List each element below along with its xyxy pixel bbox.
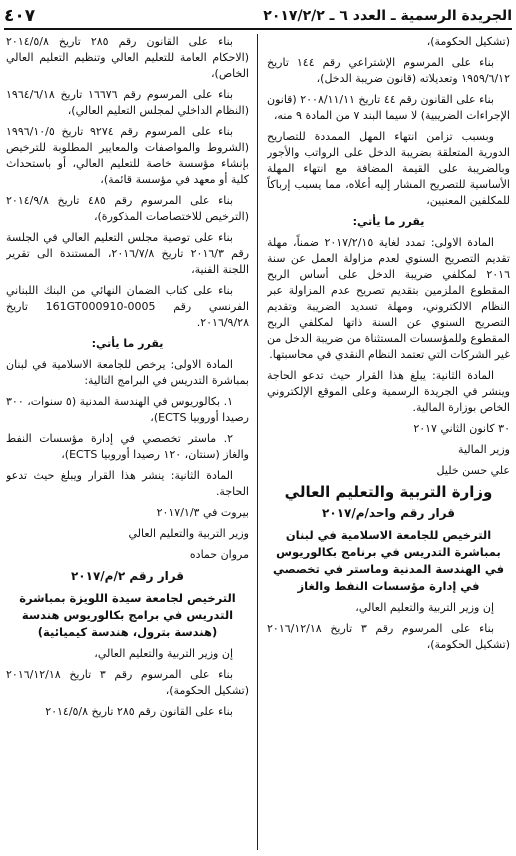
paragraph: المادة الاولى: يرخص للجامعة الاسلامية في لبنان بمباشرة التدريس في البرامج التالية: (6, 358, 249, 387)
paragraph: بناء على توصية مجلس التعليم العالي في الجلسة رقم ٢٠١٦/٣ تاريخ ٢٠١٦/٧/٨، المستندة الى تقرير اللجنة الفنية، (6, 231, 249, 276)
paragraph: (تشكيل الحكومة)، (426, 35, 510, 48)
decision-title: قرار رقم ٢/م/٢٠١٧ (70, 569, 185, 583)
paragraph: بناء على المرسوم رقم ١٦٦٧٦ تاريخ ١٩٦٤/٦/١٨ (النظام الداخلي لمجلس التعليم العالي)، (6, 88, 249, 117)
paragraph: ١. بكالوريوس في الهندسة المدنية (٥ سنوات، ٣٠٠ رصيدا أوروبيا ECTS)، (6, 395, 249, 424)
paragraph: إن وزير التربية والتعليم العالي، (94, 647, 233, 660)
page-number: ٤٠٧ (4, 6, 36, 26)
paragraph: ٢. ماستر تخصصي في إدارة مؤسسات النفط والغاز (سنتان، ١٢٠ رصيدا أوروبيا ECTS)، (6, 432, 249, 461)
column-divider (257, 34, 258, 850)
paragraph: المادة الاولى: تمدد لغاية ٢٠١٧/٢/١٥ ضمناً، مهلة تقديم التصريح السنوي لعدم مزاولة العمل عن سنة ٢٠١٦ لمكلفي ضريبة الدخل على أساس الربح المقطوع الملزمين بتقديم تصريح عدم المزاولة عبر النظام الالكتروني، ومهلة تسديد الضريبة وتقديم التصريح السنوي عن السنة ذاتها لمكلفي الربح المقطوع وللمؤسسات المستثناة من ضريبة الدخل من غير الشركات التي تعتمد النظام النقدي في محاسبتها. (267, 236, 510, 361)
paragraph: بناء على المرسوم رقم ٣ تاريخ ٢٠١٦/١٢/١٨ (تشكيل الحكومة)، (6, 668, 249, 697)
signature-line: علي حسن خليل (436, 464, 510, 477)
paragraph: بناء على القانون رقم ٢٨٥ تاريخ ٢٠١٤/٥/٨ (الاحكام العامة للتعليم العالي وتنظيم التعليم العالي الخاص)، (6, 35, 249, 80)
signature-line: ٣٠ كانون الثاني ٢٠١٧ (413, 422, 510, 435)
paragraph: وبسبب تزامن انتهاء المهل الممددة للتصاريح الدورية المتعلقة بضريبة الدخل على الرواتب والأجور وبالضريبة على القيمة المضافة مع انتهاء المهلة الأساسية للتصريح المشار إليه أعلاه، مما يسبب إرباكاً للمكلفين المعنيين، (267, 130, 510, 207)
paragraph: المادة الثانية: ينشر هذا القرار ويبلغ حيث تدعو الحاجة. (6, 469, 249, 498)
paragraph: بناء على المرسوم رقم ٤٨٥ تاريخ ٢٠١٤/٩/٨ (الترخيص للاختصاصات المذكورة)، (6, 194, 249, 223)
page-header (4, 4, 512, 30)
signature-line: وزير التربية والتعليم العالي (128, 527, 249, 540)
paragraph: بناء على القانون رقم ٢٨٥ تاريخ ٢٠١٤/٥/٨ (45, 705, 233, 718)
paragraph: بناء على المرسوم الإشتراعي رقم ١٤٤ تاريخ ١٩٥٩/٦/١٢ وتعديلاته (قانون ضريبة الدخل)، (267, 56, 510, 85)
signature-line: مروان حماده (189, 548, 249, 561)
paragraph: بناء على كتاب الضمان النهائي من البنك اللبناني الفرنسي رقم 161GT000910-0005 تاريخ ٢٠١٦/٩/٢٨. (6, 284, 249, 329)
signature-line: وزير المالية (458, 443, 510, 456)
paragraph: بناء على القانون رقم ٤٤ تاريخ ٢٠٠٨/١١/١١ (قانون الإجراءات الضريبية) لا سيما البند ٧ من المادة ٩ منه، (267, 93, 510, 122)
signature-line: بيروت في ٢٠١٧/١/٣ (156, 506, 249, 519)
paragraph: المادة الثانية: يبلغ هذا القرار حيث تدعو الحاجة وينشر في الجريدة الرسمية وعلى الموقع الإلكتروني الخاص بوزارة المالية. (267, 369, 510, 414)
decides-heading: يقرر ما يأتي: (91, 337, 164, 350)
decision-title: قرار رقم واحد/م/٢٠١٧ (322, 506, 455, 520)
gazette-title: الجريدة الرسمية ـ العدد ٦ ـ ٢٠١٧/٢/٢ (263, 8, 512, 24)
section-heading: وزارة التربية والتعليم العالي (284, 483, 493, 501)
right-column (267, 34, 510, 852)
left-column (6, 34, 249, 852)
decision-subject: الترخيص للجامعة الاسلامية في لبنان بمباشرة التدريس في برنامج بكالوريوس في الهندسة المدنية وماستر في تخصصي في إدارة مؤسسات النفط والغاز (272, 528, 505, 593)
paragraph: إن وزير التربية والتعليم العالي، (355, 601, 494, 614)
decides-heading: يقرر ما يأتي: (352, 215, 425, 228)
paragraph: بناء على المرسوم رقم ٣ تاريخ ٢٠١٦/١٢/١٨ (تشكيل الحكومة)، (267, 622, 510, 651)
paragraph: بناء على المرسوم رقم ٩٢٧٤ تاريخ ١٩٩٦/١٠/٥ (الشروط والمواصفات والمعايير المطلوبة للترخيص بإنشاء مؤسسة خاصة للتعليم العالي، أو باستحداث كلية أو معهد في مؤسسة قائمة)، (6, 125, 249, 186)
decision-subject: الترخيص لجامعة سيدة اللويزة بمباشرة التدريس في برامج بكالوريوس هندسة (هندسة بترول، هندسة كيميائية) (19, 591, 236, 639)
